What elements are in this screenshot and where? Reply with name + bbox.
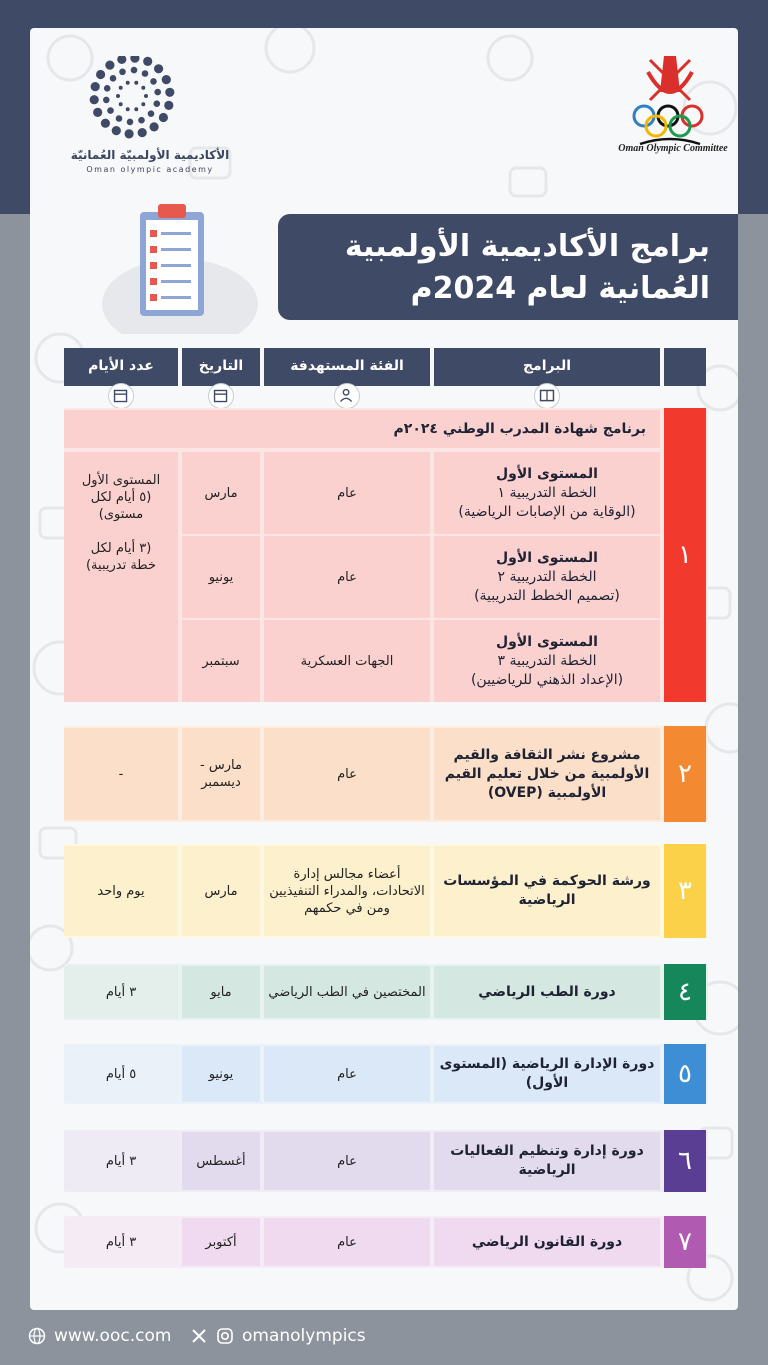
column-number-header — [664, 348, 706, 386]
logo-dot — [131, 67, 138, 74]
logo-dot — [93, 108, 102, 117]
calendar-icon — [208, 383, 234, 409]
footer-website[interactable] — [28, 1322, 171, 1350]
logo-dot — [162, 75, 171, 84]
logo-dot — [141, 102, 145, 106]
program-plan: الخطة التدريبية ٢ — [497, 568, 597, 585]
logo-dot — [154, 89, 161, 96]
group1-row3-program — [434, 620, 660, 702]
social-handle: omanolympics — [242, 1326, 366, 1346]
program-title: المستوى الأول — [496, 465, 598, 482]
row5-days: ٥ أيام — [64, 1046, 178, 1102]
group1-row2-date: يونيو — [182, 536, 260, 618]
group1-row2-program — [434, 536, 660, 618]
book-icon — [534, 383, 560, 409]
column-days: عدد الأيام — [64, 348, 178, 386]
row2-program: مشروع نشر الثقافة والقيم الأولمبية من خلال تعليم القيم الأولمبية (OVEP) — [434, 728, 660, 820]
logo-dot — [165, 88, 174, 97]
row-number-5: ٥ — [664, 1044, 706, 1104]
website-text: www.ooc.com — [54, 1326, 172, 1346]
logo-dot — [130, 56, 139, 63]
academy-name: الأكاديمية الأولمبيّة العُمانيّة — [70, 148, 230, 162]
ooc-name: Oman Olympic Committee — [618, 143, 728, 154]
group1-row3-target: الجهات العسكرية — [264, 620, 430, 702]
poster-card — [30, 28, 738, 1310]
oman-olympic-committee-logo-icon — [600, 52, 738, 192]
logo-dot — [126, 107, 130, 111]
row7-date: أكتوبر — [182, 1218, 260, 1266]
group1-row2-target: عام — [264, 536, 430, 618]
title-line-1: برامج الأكاديمية الأولمبية — [344, 229, 710, 264]
logo-dot — [110, 75, 117, 82]
row7-program: دورة القانون الرياضي — [434, 1218, 660, 1266]
row2-target: عام — [264, 728, 430, 820]
group1-days: المستوى الأول (٥ أيام لكل مستوى) (٣ أيام لكل خطة تدريبية) — [64, 452, 178, 702]
logo-dot — [144, 94, 148, 98]
logo-dot — [107, 107, 114, 114]
row3-days: يوم واحد — [64, 846, 178, 936]
logo-dot — [117, 56, 126, 64]
row6-days: ٣ أيام — [64, 1132, 178, 1190]
logo-dot — [116, 94, 120, 98]
logo-dot — [119, 69, 126, 76]
row5-target: عام — [264, 1046, 430, 1102]
group1-row1-date: مارس — [182, 452, 260, 534]
row-number-2: ٢ — [664, 726, 706, 822]
logo-dot — [104, 85, 111, 92]
logo-dot — [91, 82, 100, 91]
logo-dot — [105, 61, 114, 70]
globe-icon — [28, 1327, 46, 1345]
program-topic: (الإعداد الذهني للرياضيين) — [470, 671, 624, 688]
logo-dot — [154, 64, 163, 73]
column-target: الفئة المستهدفة — [264, 348, 430, 386]
logo-dot — [164, 101, 173, 110]
group1-banner: برنامج شهادة المدرب الوطني ٢٠٢٤م — [64, 410, 660, 448]
logo-dot — [148, 110, 155, 117]
row-number-7: ٧ — [664, 1216, 706, 1268]
row3-program: ورشة الحوكمة في المؤسسات الرياضية — [434, 846, 660, 936]
instagram-icon — [216, 1327, 234, 1345]
logo-dot — [126, 81, 130, 85]
footer-social[interactable] — [190, 1322, 366, 1350]
logo-dot — [150, 122, 159, 131]
logo-dot — [141, 86, 145, 90]
row-number-4: ٤ — [664, 964, 706, 1020]
row7-days: ٣ أيام — [64, 1218, 178, 1266]
row5-date: يونيو — [182, 1046, 260, 1102]
row6-date: أغسطس — [182, 1132, 260, 1190]
row6-program: دورة إدارة وتنظيم الفعاليات الرياضية — [434, 1132, 660, 1190]
column-programs: البرامج — [434, 348, 660, 386]
people-icon — [334, 383, 360, 409]
academy-subtitle: Oman olympic academy — [86, 165, 214, 174]
row-number-3: ٣ — [664, 844, 706, 938]
column-date: التاريخ — [182, 348, 260, 386]
page-title — [278, 214, 738, 320]
logo-dot — [150, 78, 157, 85]
row3-target: أعضاء مجالس إدارة الاتحادات، والمدراء التنفيذيين ومن في حكمهم — [264, 846, 430, 936]
logo-dot — [96, 70, 105, 79]
row2-date: مارس - ديسمبر — [182, 728, 260, 820]
row-number-6: ٦ — [664, 1130, 706, 1192]
program-topic: (الوقاية من الإصابات الرياضية) — [458, 503, 636, 520]
logo-dot — [159, 113, 168, 122]
logo-dot — [143, 57, 152, 66]
logo-dot — [138, 117, 145, 124]
logo-dot — [138, 128, 147, 137]
program-plan: الخطة التدريبية ٣ — [497, 652, 597, 669]
clipboard-icon — [100, 194, 260, 334]
row4-date: مايو — [182, 966, 260, 1018]
program-topic: (تصميم الخطط التدريبية) — [474, 587, 620, 604]
title-line-2: العُمانية لعام 2024م — [410, 271, 710, 306]
row4-days: ٣ أيام — [64, 966, 178, 1018]
row6-target: عام — [264, 1132, 430, 1190]
logo-dot — [90, 95, 99, 104]
row4-program: دورة الطب الرياضي — [434, 966, 660, 1018]
row-number-1: ١ — [664, 408, 706, 702]
row4-target: المختصين في الطب الرياضي — [264, 966, 430, 1018]
logo-dot — [103, 97, 110, 104]
logo-dot — [119, 102, 123, 106]
row7-target: عام — [264, 1218, 430, 1266]
group1-row1-program — [434, 452, 660, 534]
program-title: المستوى الأول — [496, 633, 598, 650]
row3-date: مارس — [182, 846, 260, 936]
logo-dot — [119, 86, 123, 90]
program-plan: الخطة التدريبية ١ — [497, 484, 597, 501]
row5-program: دورة الإدارة الرياضية (المستوى الأول) — [434, 1046, 660, 1102]
logo-dot — [125, 129, 134, 138]
group1-row1-target: عام — [264, 452, 430, 534]
logo-dot — [101, 119, 110, 128]
logo-dot — [134, 81, 138, 85]
logo-dot — [134, 107, 138, 111]
logo-dot — [154, 100, 161, 107]
logo-dot — [127, 119, 134, 126]
group1-row3-date: سبتمبر — [182, 620, 260, 702]
logo-dot — [142, 70, 149, 77]
program-title: المستوى الأول — [496, 549, 598, 566]
calendar-days-icon — [108, 383, 134, 409]
logo-dot — [112, 126, 121, 135]
logo-dot — [116, 115, 123, 122]
row2-days: - — [64, 728, 178, 820]
x-icon — [190, 1327, 208, 1345]
